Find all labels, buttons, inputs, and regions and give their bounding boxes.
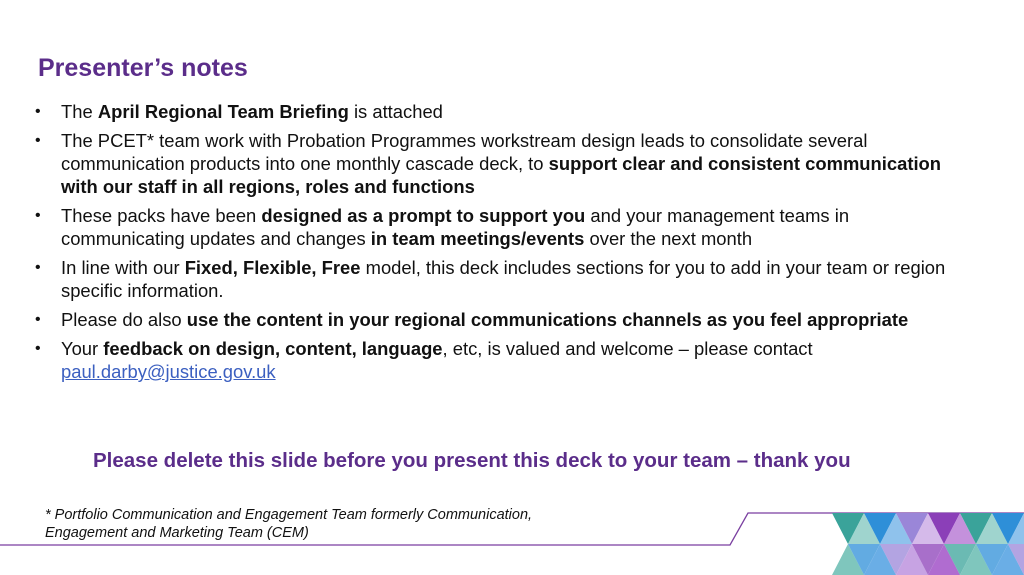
closing-instruction: Please delete this slide before you present this deck to your team – thank you bbox=[93, 449, 851, 472]
bullet-icon: • bbox=[35, 103, 41, 120]
bullet-item: • In line with our Fixed, Flexible, Free model, this deck includes sections for you to add in your team or region specific information. bbox=[35, 257, 946, 301]
slide-title: Presenter’s notes bbox=[38, 54, 248, 82]
bullet-item: • Please do also use the content in your regional communications channels as you feel appropriate bbox=[35, 309, 909, 330]
bullet-icon: • bbox=[35, 340, 41, 357]
bullet-item: • These packs have been designed as a prompt to support you and your management teams in communicating updates and changes in team meetings/events over the next month bbox=[35, 205, 850, 249]
bullet-item: • The April Regional Team Briefing is attached bbox=[35, 101, 443, 122]
bullet-icon: • bbox=[35, 259, 41, 276]
bullet-item: • The PCET* team work with Probation Programmes workstream design leads to consolidate several communication products into one monthly cascade deck, to support clear and consistent communication with our staff in all regions, roles and functions bbox=[35, 130, 942, 197]
contact-email-link[interactable]: paul.darby@justice.gov.uk bbox=[61, 361, 276, 382]
notes-bullet-list bbox=[34, 100, 954, 389]
bullet-item: • Your feedback on design, content, language, etc, is valued and welcome – please contact paul.darby@justice.gov.uk bbox=[35, 338, 813, 382]
footnote: * Portfolio Communication and Engagement Team formerly Communication, Engagement and Marketing Team (CEM) bbox=[45, 507, 533, 541]
triangle-mosaic bbox=[832, 513, 1024, 575]
bullet-icon: • bbox=[35, 207, 41, 224]
footer-decoration bbox=[0, 505, 1024, 575]
bullet-icon: • bbox=[35, 132, 41, 149]
bullet-icon: • bbox=[35, 311, 41, 328]
